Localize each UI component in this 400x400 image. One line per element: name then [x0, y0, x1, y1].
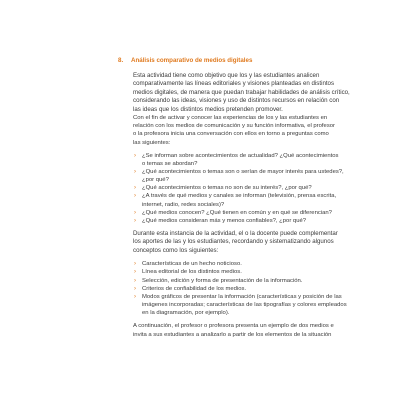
intro-paragraph [133, 72, 395, 114]
paragraph-line: Durante esta instancia de la actividad, el o la docente puede complementar [133, 230, 338, 238]
bullet-icon: › [134, 209, 136, 216]
context-paragraph [133, 114, 395, 147]
paragraph-line: invita a sus estudiantes a analizarlo a partir de los elementos de la situación [133, 331, 332, 338]
list-item: › Modos gráficos de presentar la información (características y posición de las [134, 293, 342, 300]
list-item-continuation: imágenes incorporadas; características de las tipografías y colores empleados [142, 302, 347, 309]
paragraph-line: los aportes de las y los estudiantes, recordando y sistematizando algunos [133, 238, 334, 246]
list-item: › Criterios de confiabilidad de los medios. [134, 285, 247, 292]
list-item-continuation: o temas se abordan? [142, 160, 198, 167]
list-item: › Selección, edición y forma de presentación de la información. [134, 277, 303, 284]
list-item: › ¿Qué medios consideran más y menos confiables?, ¿por qué? [134, 217, 307, 224]
paragraph-line: las ideas que los distintos medios pretenden promover. [133, 105, 283, 113]
list-item: › ¿Se informan sobre acontecimientos de actualidad? ¿Qué acontecimientos [134, 152, 339, 159]
bullet-icon: › [134, 293, 136, 300]
bullet-icon: › [134, 168, 136, 175]
paragraph-line: A continuación, el profesor o profesora presenta un ejemplo de dos medios e [133, 323, 334, 330]
bullet-icon: › [134, 277, 136, 284]
list-item-continuation: en la diagramación, por ejemplo). [142, 310, 230, 317]
concept-list [133, 260, 395, 317]
paragraph-line: comparativamente las líneas editoriales y visiones planteadas en distintos [133, 80, 335, 88]
paragraph-line: o la profesora inicia una conversación con ellos en torno a preguntas como [133, 131, 329, 138]
list-item: › ¿Qué medios conocen? ¿Qué tienen en común y en qué se diferencian? [134, 209, 332, 216]
section-number: 8. [118, 57, 124, 64]
paragraph-line: conceptos como los siguientes: [133, 246, 219, 254]
paragraph-line: relación con los medios de comunicación y su función informativa, el profesor [133, 123, 336, 130]
bullet-icon: › [134, 285, 136, 292]
document-body [133, 72, 395, 339]
section-title: Análisis comparativo de medios digitales [131, 57, 253, 64]
paragraph-line: considerando las ideas, visiones y uso de distintos recursos en relación con [133, 97, 340, 105]
bullet-icon: › [134, 217, 136, 224]
question-list [133, 152, 395, 225]
list-item-continuation: internet, radio, redes sociales)? [142, 201, 225, 208]
list-item: › Características de un hecho noticioso. [134, 261, 242, 268]
bullet-icon: › [134, 193, 136, 200]
paragraph-line: Con el fin de activar y conocer las experiencias de los y las estudiantes en [133, 115, 328, 122]
bullet-icon: › [134, 185, 136, 192]
list-item: › Línea editorial de los distintos medios. [134, 269, 242, 276]
bullet-icon: › [134, 261, 136, 268]
teacher-paragraph [133, 230, 395, 255]
bullet-icon: › [134, 152, 136, 159]
list-item: › ¿A través de qué medios y canales se informan (televisión, prensa escrita, [134, 193, 337, 200]
paragraph-line: Esta actividad tiene como objetivo que los y las estudiantes analicen [133, 72, 320, 79]
bullet-icon: › [134, 269, 136, 276]
list-item-continuation: ¿por qué? [142, 177, 169, 184]
closing-paragraph [133, 322, 395, 338]
list-item: › ¿Qué acontecimientos o temas son o serían de mayor interés para ustedes?, [134, 168, 344, 175]
paragraph-line: las siguientes: [133, 139, 171, 146]
list-item: › ¿Qué acontecimientos o temas no son de su interés?, ¿por qué? [134, 185, 312, 192]
section-heading [118, 57, 378, 65]
paragraph-line: medios digitales, de manera que puedan trabajar habilidades de análisis crítico, [133, 88, 350, 96]
